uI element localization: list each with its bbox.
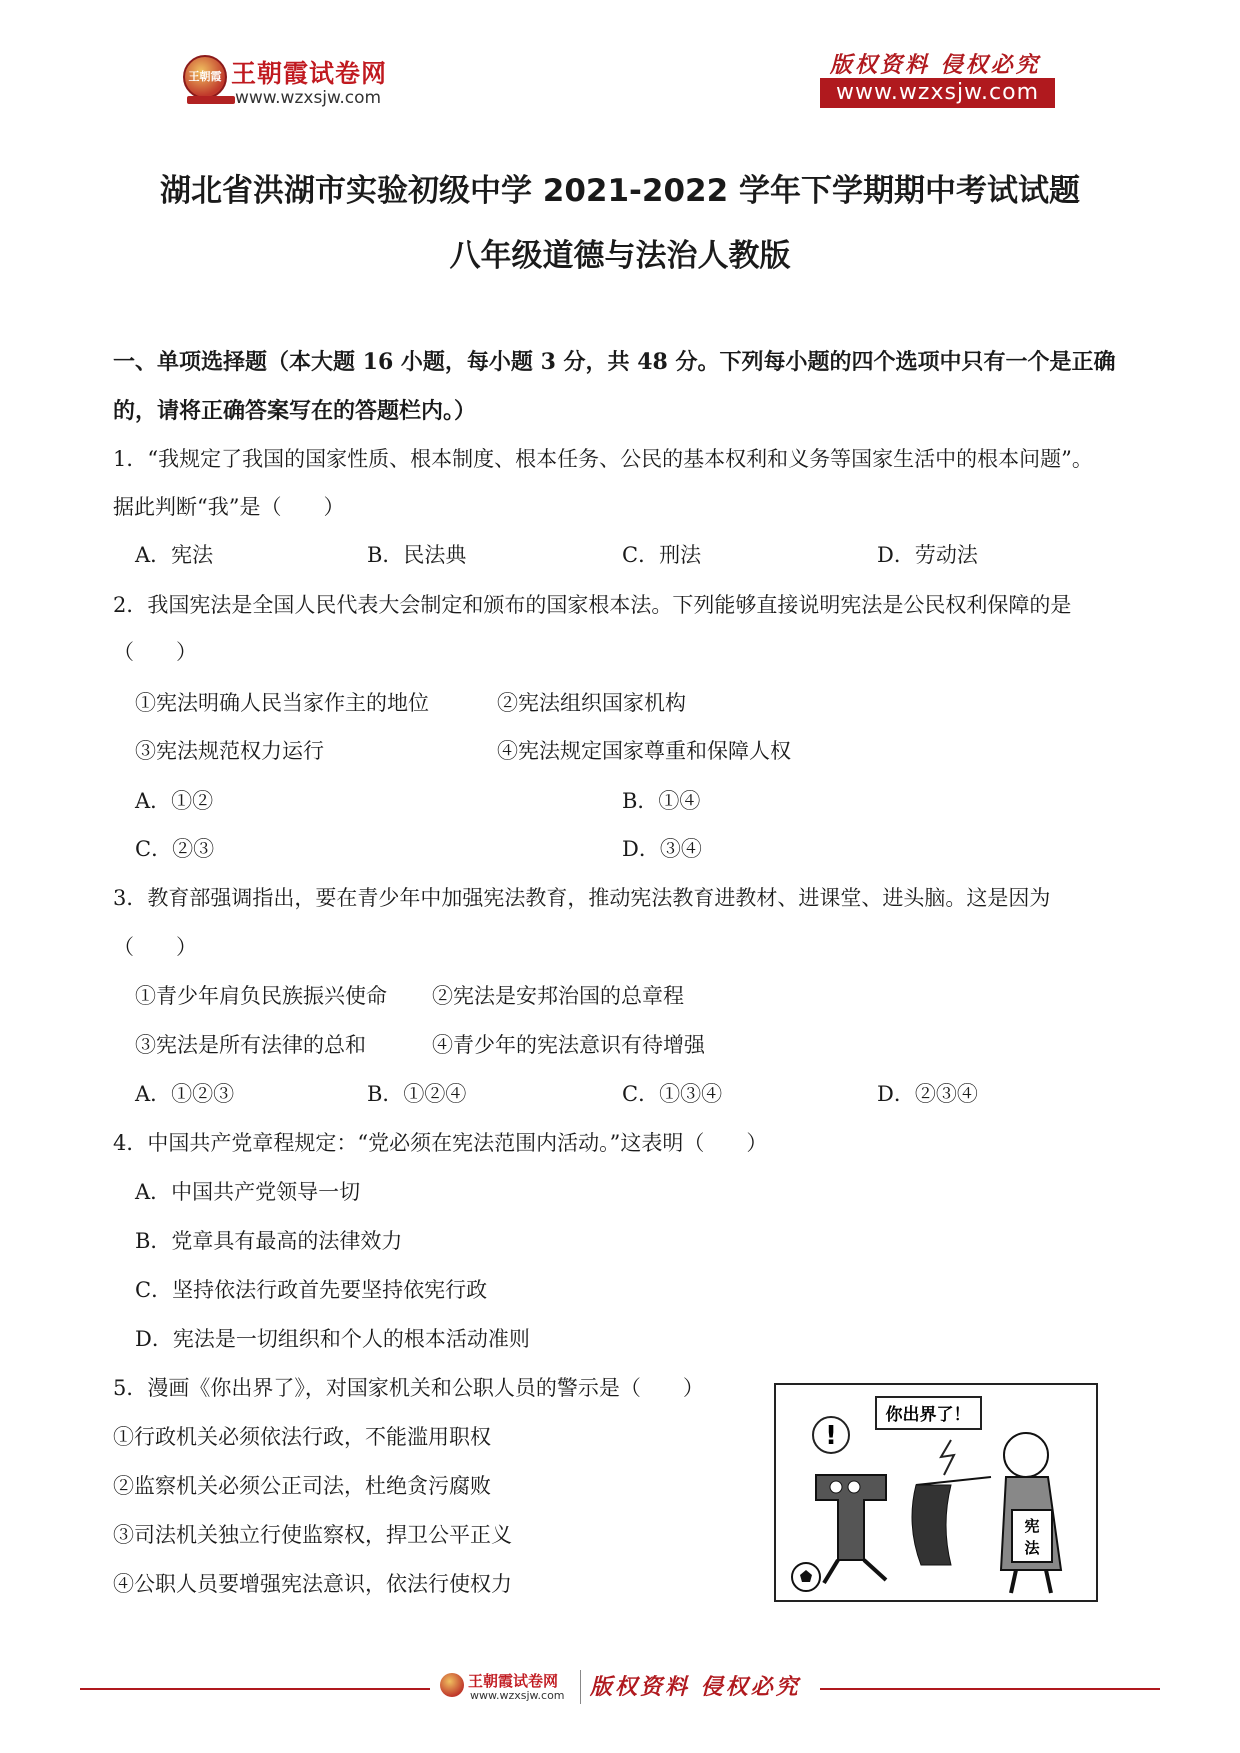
q5-item-2: ②监察机关必须公正司法，杜绝贪污腐败 bbox=[113, 1474, 491, 1498]
exam-subtitle: 八年级道德与法治人教版 bbox=[449, 238, 791, 274]
footer-brand-name: 王朝霞试卷网 bbox=[468, 1672, 559, 1690]
q4-option-d: D．宪法是一切组织和个人的根本活动准则 bbox=[135, 1327, 530, 1351]
q4-stem: 4．中国共产党章程规定：“党必须在宪法范围内活动。”这表明（ ） bbox=[113, 1131, 768, 1155]
footer-copyright: 版权资料 侵权必究 bbox=[590, 1674, 801, 1700]
q2-option-a: A．①② bbox=[135, 789, 214, 813]
q1-stem-line1: 1．“我规定了我国的国家性质、根本制度、根本任务、公民的基本权利和义务等国家生活中的根本问题”。 bbox=[113, 447, 1093, 471]
cartoon-image bbox=[774, 1383, 1098, 1602]
footer-separator bbox=[580, 1670, 581, 1704]
referee-leg-right bbox=[1046, 1570, 1051, 1593]
q4-option-c: C．坚持依法行政首先要坚持依宪行政 bbox=[135, 1278, 488, 1302]
character-eye-right bbox=[848, 1481, 860, 1493]
referee-head bbox=[1004, 1433, 1048, 1477]
section-heading: 一、单项选择题（本大题 16 小题，每小题 3 分，共 48 分。下列每小题的四个选项中只有一个是正确的，请将正确答案写在的答题栏内。） bbox=[113, 349, 1116, 424]
footer-brand-url: www.wzxsjw.com bbox=[470, 1689, 565, 1702]
q5-item-4: ④公职人员要增强宪法意识，依法行使权力 bbox=[113, 1572, 512, 1596]
brand-name: 王朝霞试卷网 bbox=[231, 59, 388, 88]
q2-option-b: B．①④ bbox=[622, 789, 701, 813]
q5-stem: 5．漫画《你出界了》，对国家机关和公职人员的警示是（ ） bbox=[113, 1376, 704, 1400]
q3-option-a: A．①②③ bbox=[135, 1082, 235, 1106]
copyright-notice: 版权资料 侵权必究 bbox=[830, 52, 1041, 78]
q3-option-b: B．①②④ bbox=[367, 1082, 467, 1106]
q3-item-1: ①青少年肩负民族振兴使命 bbox=[135, 984, 387, 1008]
q4-option-a: A．中国共产党领导一切 bbox=[135, 1180, 361, 1204]
q2-option-d: D．③④ bbox=[622, 837, 702, 861]
logo-badge-text: 王朝霞 bbox=[188, 70, 222, 83]
brand-logo-icon bbox=[183, 55, 227, 99]
q1-option-d: D．劳动法 bbox=[877, 543, 978, 567]
q2-item-4: ④宪法规定国家尊重和保障人权 bbox=[497, 739, 791, 763]
sign-text-line1: 宪 bbox=[1024, 1517, 1040, 1535]
logo-ribbon bbox=[187, 96, 235, 104]
q1-stem-line2: 据此判断“我”是（ ） bbox=[113, 495, 345, 519]
q1-option-a: A．宪法 bbox=[135, 543, 214, 567]
q5-item-1: ①行政机关必须依法行政，不能滥用职权 bbox=[113, 1425, 491, 1449]
flag-cloth bbox=[912, 1485, 951, 1565]
q3-item-2: ②宪法是安邦治国的总章程 bbox=[432, 984, 684, 1008]
exclaim-mark: ! bbox=[825, 1421, 837, 1451]
q3-stem-line1: 3．教育部强调指出，要在青少年中加强宪法教育，推动宪法教育进教材、进课堂、进头脑。这是因为 bbox=[113, 886, 1051, 910]
cartoon-drawing bbox=[776, 1385, 1096, 1600]
sign-text-line2: 法 bbox=[1024, 1539, 1040, 1557]
q2-stem-line2: （ ） bbox=[113, 640, 197, 664]
character-leg-left bbox=[824, 1560, 838, 1583]
q2-stem-line1: 2．我国宪法是全国人民代表大会制定和颁布的国家根本法。下列能够直接说明宪法是公民权利保障的是 bbox=[113, 593, 1072, 617]
q3-item-4: ④青少年的宪法意识有待增强 bbox=[432, 1033, 705, 1057]
footer-logo-icon bbox=[440, 1673, 464, 1697]
q2-item-3: ③宪法规范权力运行 bbox=[135, 739, 324, 763]
referee-leg-left bbox=[1011, 1570, 1016, 1593]
url-banner: www.wzxsjw.com bbox=[820, 78, 1055, 108]
q3-option-c: C．①③④ bbox=[622, 1082, 723, 1106]
flag-pole bbox=[916, 1477, 991, 1485]
q2-item-1: ①宪法明确人民当家作主的地位 bbox=[135, 691, 429, 715]
exam-title: 湖北省洪湖市实验初级中学 2021-2022 学年下学期期中考试试题 bbox=[159, 173, 1080, 209]
footer-divider-left bbox=[80, 1688, 430, 1690]
q3-option-d: D．②③④ bbox=[877, 1082, 978, 1106]
q2-item-2: ②宪法组织国家机构 bbox=[497, 691, 686, 715]
speech-bubble-text: 你出界了！ bbox=[885, 1405, 971, 1425]
q3-stem-line2: （ ） bbox=[113, 935, 197, 959]
character-eye-left bbox=[830, 1481, 842, 1493]
q1-option-b: B．民法典 bbox=[367, 543, 467, 567]
footer-divider-right bbox=[820, 1688, 1160, 1690]
q1-option-c: C．刑法 bbox=[622, 543, 702, 567]
q2-option-c: C．②③ bbox=[135, 837, 215, 861]
q4-option-b: B．党章具有最高的法律效力 bbox=[135, 1229, 403, 1253]
brand-url: www.wzxsjw.com bbox=[235, 88, 382, 108]
character-leg-right bbox=[864, 1560, 886, 1580]
q5-item-3: ③司法机关独立行使监察权，捍卫公平正义 bbox=[113, 1523, 512, 1547]
q3-item-3: ③宪法是所有法律的总和 bbox=[135, 1033, 366, 1057]
lightning-icon bbox=[941, 1440, 954, 1475]
